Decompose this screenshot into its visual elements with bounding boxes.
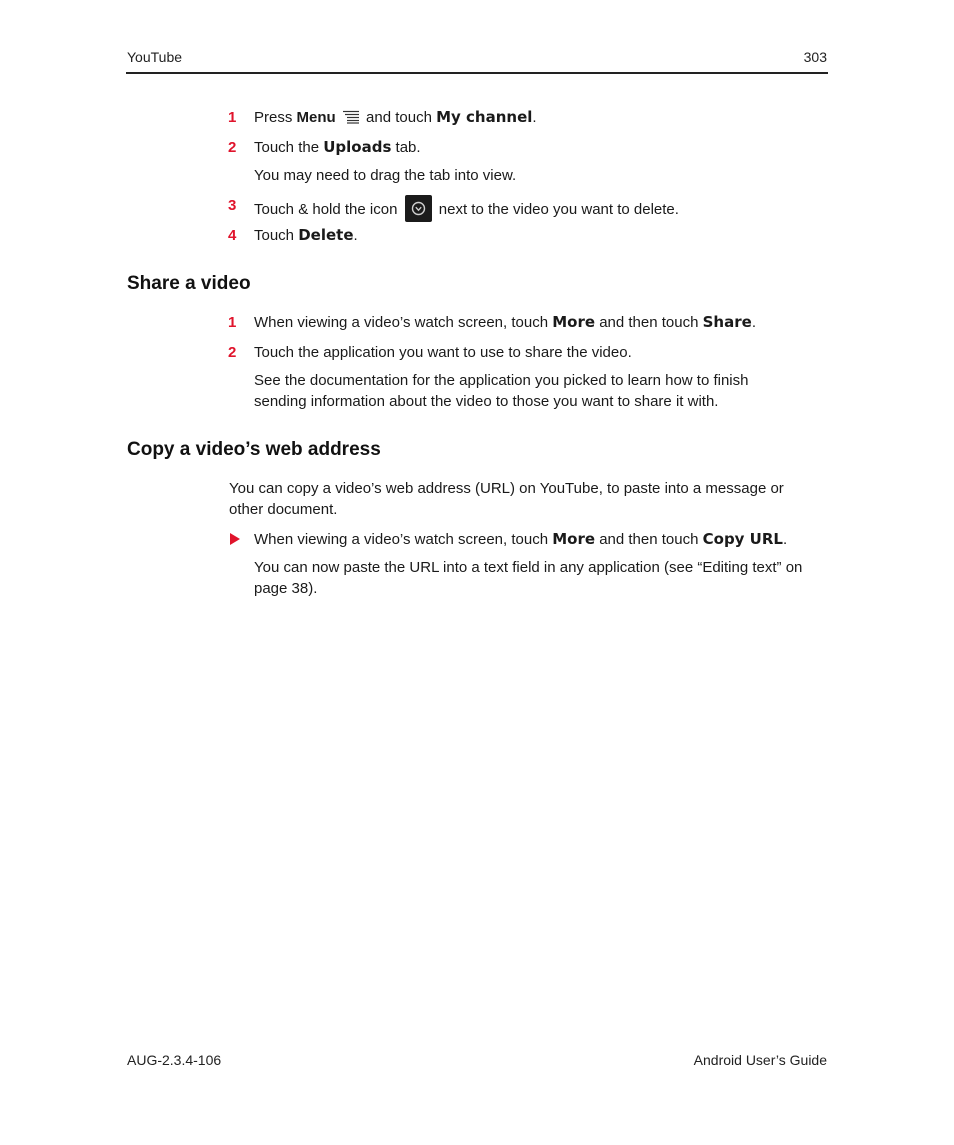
step-note: sending information about the video to those you want to share it with. [254,393,719,410]
my-channel-label: My channel [436,108,533,126]
header-rule [126,72,828,74]
menu-icon [342,109,360,123]
page-number: 303 [803,49,827,65]
text: and touch [361,109,437,126]
section-heading-share: Share a video [127,273,251,294]
text: tab. [391,139,421,156]
menu-label: Menu [296,109,336,126]
step-number: 2 [228,139,237,156]
step-note: page 38). [254,580,318,597]
step-text [254,529,787,550]
step-text [254,195,679,222]
text: next to the video you want to delete. [434,201,679,218]
step-note: You may need to drag the tab into view. [254,167,517,184]
text: and then touch [595,314,703,331]
section-heading-copy: Copy a video’s web address [127,439,381,460]
text: . [751,314,756,331]
text: Touch the [254,139,324,156]
arrow-bullet-icon [230,533,240,545]
more-label: More [552,313,596,331]
text: Press [254,109,297,126]
intro-paragraph: You can copy a video’s web address (URL) on YouTube, to paste into a message or [229,480,784,497]
step-note: You can now paste the URL into a text field in any application (see “Editing text” on [254,559,803,576]
video-options-icon [405,195,432,222]
text: When viewing a video’s watch screen, touch [254,314,553,331]
footer-doc-id: AUG-2.3.4-106 [127,1052,222,1068]
uploads-label: Uploads [323,138,392,156]
step-text: Touch the application you want to use to share the video. [254,344,632,361]
step-number: 3 [228,197,237,214]
copy-url-label: Copy URL [702,530,783,548]
step-text [254,137,421,158]
text: When viewing a video’s watch screen, touch [254,531,553,548]
step-text [254,312,756,333]
step-note: See the documentation for the application you picked to learn how to finish [254,372,749,389]
step-text [254,107,537,128]
text: Touch & hold the icon [254,201,402,218]
text: . [532,109,537,126]
footer-title: Android User’s Guide [693,1052,827,1068]
step-number: 4 [228,227,237,244]
text: and then touch [595,531,703,548]
text: . [353,227,358,244]
running-header-section: YouTube [127,49,183,65]
text: . [782,531,788,548]
step-number: 2 [228,344,237,361]
step-number: 1 [228,314,237,331]
step-number: 1 [228,109,237,126]
text: Touch [254,227,299,244]
intro-paragraph: other document. [229,501,338,518]
more-label: More [552,530,596,548]
step-text [254,225,358,246]
delete-label: Delete [298,226,354,244]
share-label: Share [702,313,752,331]
